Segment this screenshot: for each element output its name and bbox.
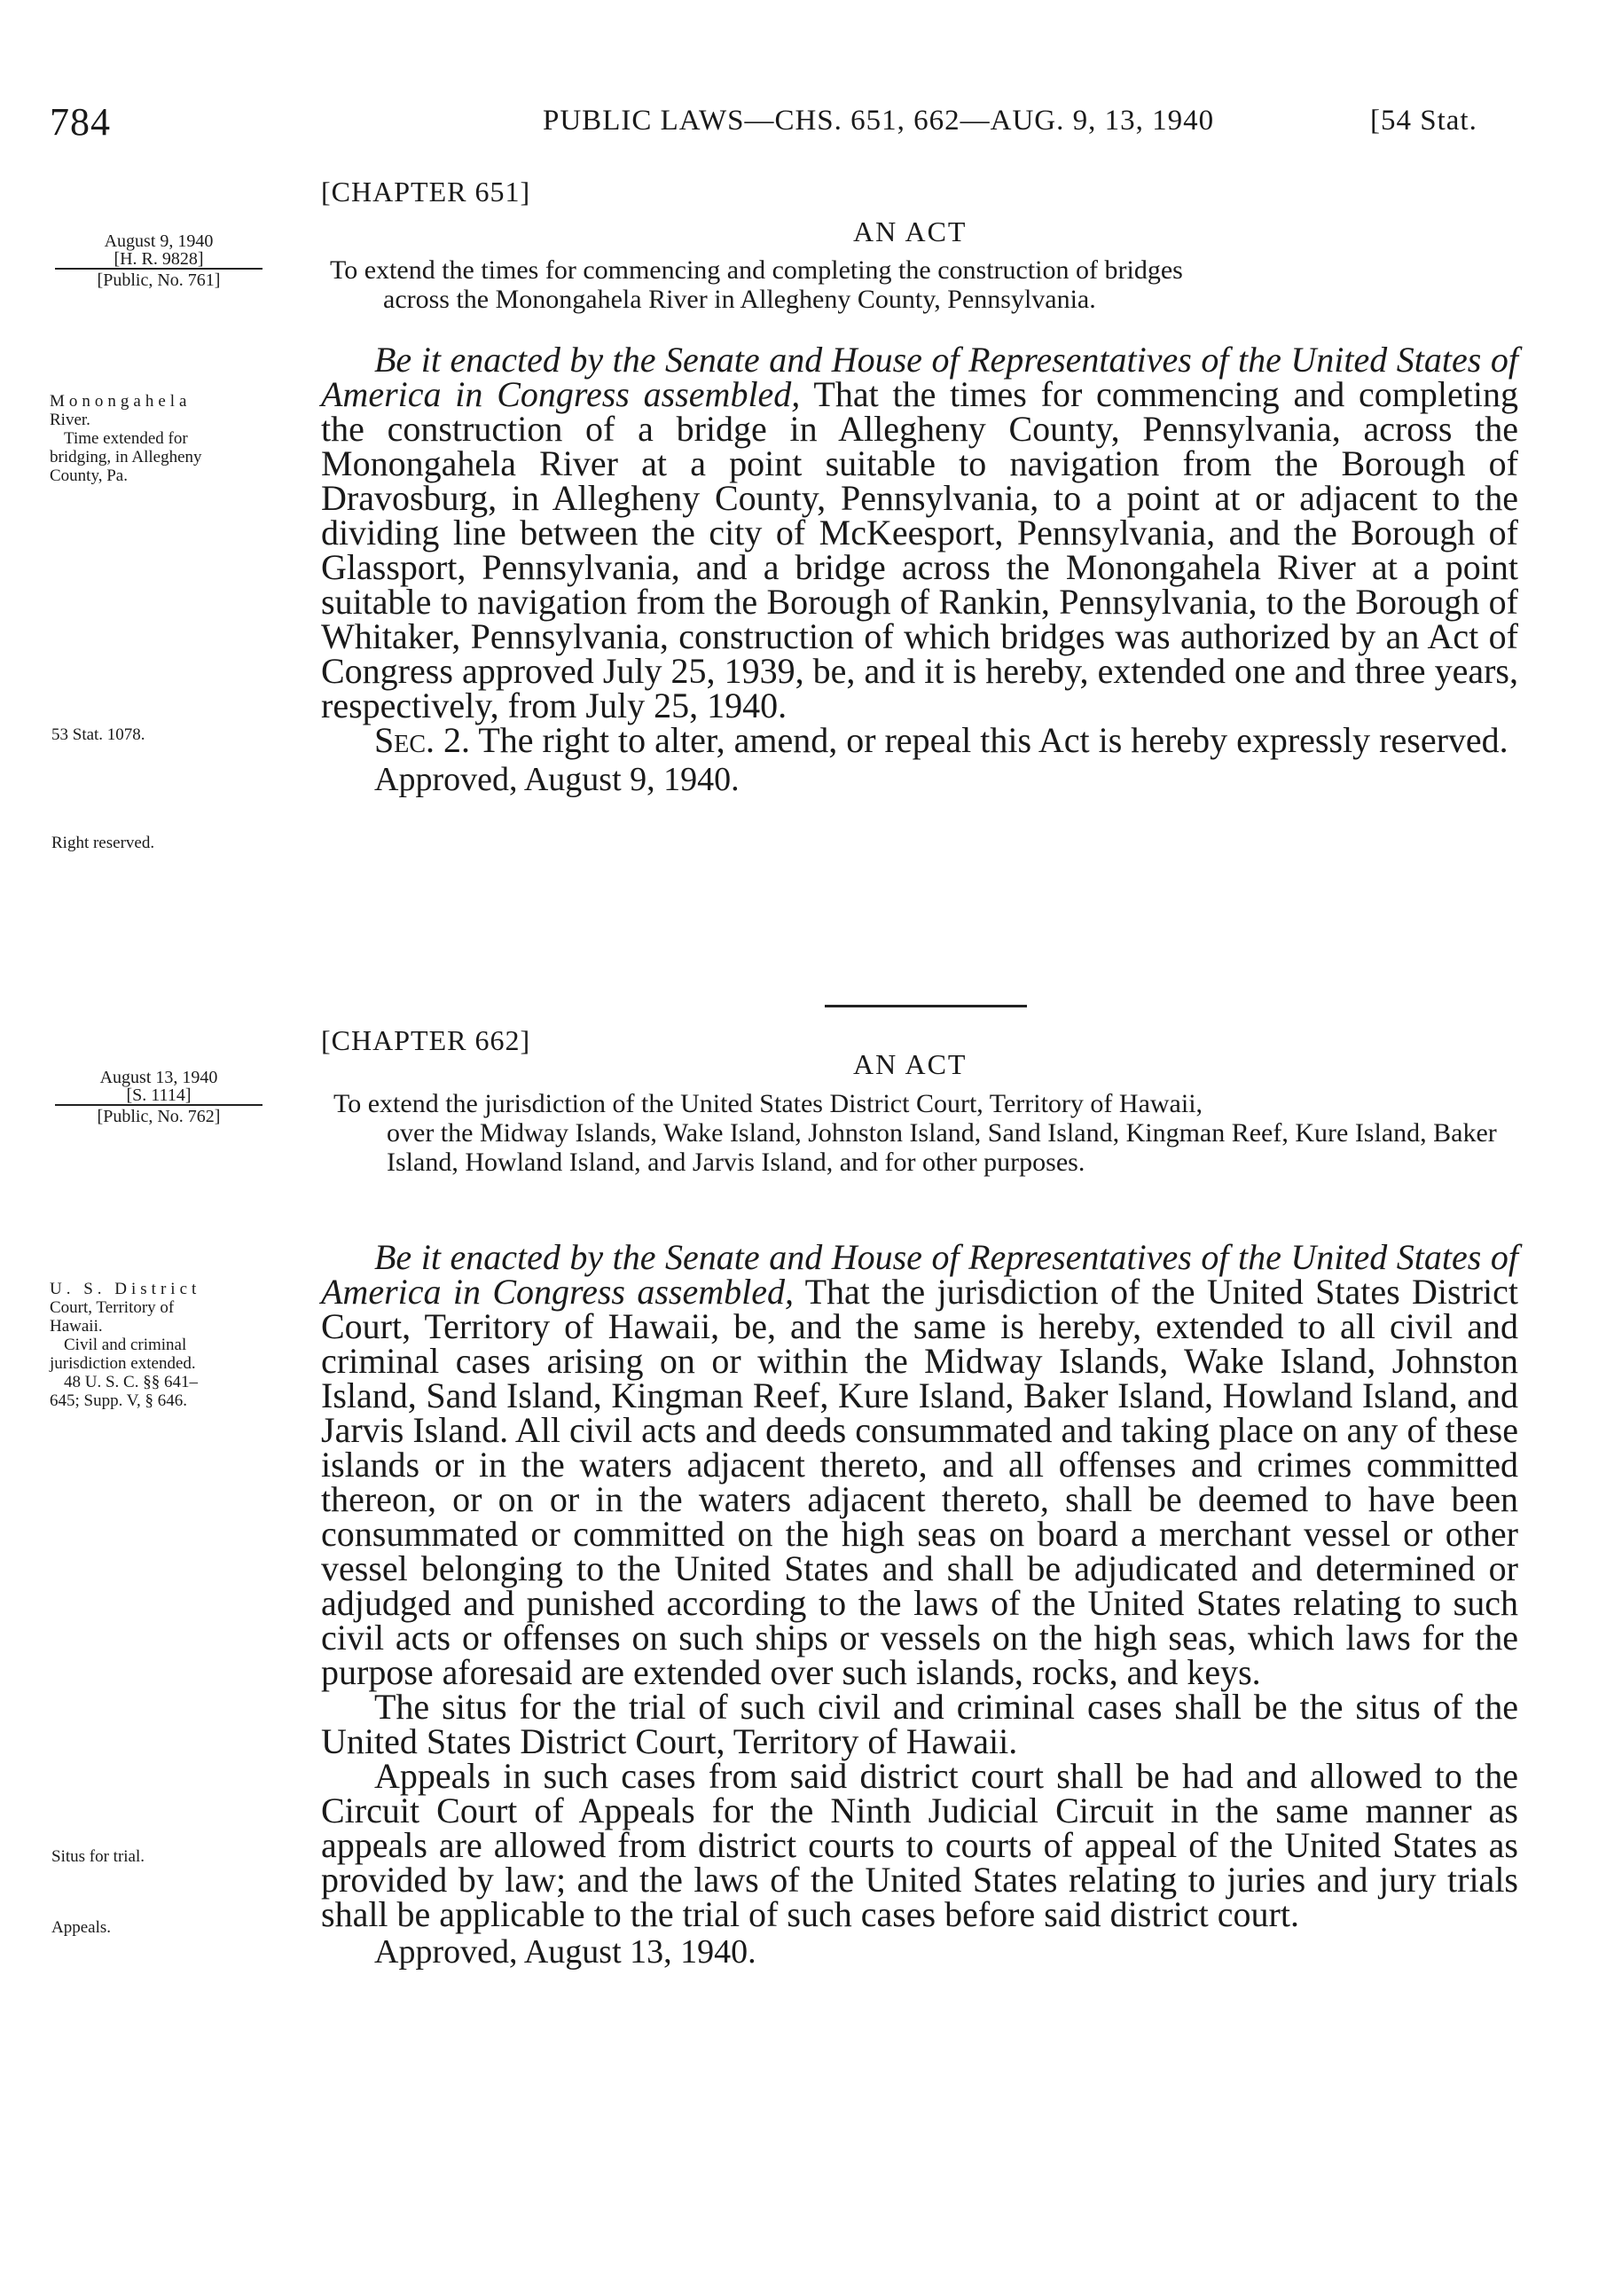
page-number: 784 xyxy=(50,100,111,144)
chapter-662-title-rest: over the Midway Islands, Wake Island, Johnston Island, Sand Island, Kingman Reef, Kure Island, Baker Island, Howland Island, and Jarvis Island, and for other purposes. xyxy=(387,1118,1497,1177)
chapter-662-approved: Approved, August 13, 1940. xyxy=(374,1933,756,1971)
chapter-662-heading: [CHAPTER 662] xyxy=(321,1024,531,1056)
chapter-651-section-1-text: That the times for commencing and completing the construction of a bridge in Allegheny County, Pennsylvania, across the Monongahela River at a point suitable to navigation from the Borough of Dravosburg, in Allegheny County, Pennsylvania, to a point at or adjacent to the dividing line between the city of McKeesport, Pennsylvania, and the Borough of Glassport, Pennsylvania, and a bridge across the Monongahela River at a point suitable to navigation from the Borough of Rankin, Pennsylvania, to the Borough of Whitaker, Pennsylvania, construction of which bridges was authorized by an Act of Congress approved July 25, 1939, be, and it is hereby, extended one and three years, respectively, from July 25, 1940. xyxy=(321,374,1518,725)
side-note-line: jurisdiction extended. xyxy=(50,1354,196,1373)
chapter-651-section-2-label: Sec. 2. xyxy=(374,720,471,760)
side-note-line: 48 U. S. C. §§ 641– xyxy=(64,1373,198,1391)
chapter-662-paragraph-2: The situs for the trial of such civil and criminal cases shall be the situs of the United States District Court, Territory of Hawaii. xyxy=(321,1687,1518,1761)
chapter-651-title-first-line: To extend the times for commencing and completing the construction of bridges xyxy=(330,255,1183,285)
chapter-651-title xyxy=(330,255,1518,314)
chapter-651-bill-number: [H. R. 9828] xyxy=(114,249,204,269)
chapter-662-title-first-line: To extend the jurisdiction of the United States District Court, Territory of Hawaii, xyxy=(333,1089,1203,1118)
chapter-662-public-number: [Public, No. 762] xyxy=(55,1104,262,1125)
chapter-651-heading: [CHAPTER 651] xyxy=(321,176,531,208)
chapter-divider-rule xyxy=(825,1005,1027,1007)
side-note-line: Time extended for xyxy=(64,429,188,448)
side-note-line: Hawaii. xyxy=(50,1317,103,1336)
chapter-662-margin-block xyxy=(39,1069,278,1125)
chapter-662-date: August 13, 1940 xyxy=(99,1068,218,1087)
chapter-662-paragraph-1-text: That the jurisdiction of the United States District Court, Territory of Hawaii, be, and the same is hereby, extended to all civil and criminal cases arising on or within the Midway Islands, Wake Island, Johnston Island, Sand Island, Kingman Reef, Kure Island, Baker Island, Howland Island, and Jarvis Island. All civil acts and deeds consummated and taking place on any of these islands or in the waters adjacent thereto, and all offenses and crimes committed thereon, or on or in the waters adjacent thereto, shall be deemed to have been consummated or committed on the high seas on board a merchant vessel or other vessel belonging to the United States and shall be adjudicated and determined or adjudged and punished according to the laws of the United States relating to such civil acts or offenses on such ships or vessels on the high seas, which laws for the purpose aforesaid are extended over such islands, rocks, and keys. xyxy=(321,1272,1519,1692)
chapter-651-enacting-clause: Be it enacted by the Senate and House of Representatives of the United States of America in Congress assembled, xyxy=(321,340,1518,414)
chapter-662-side-note-situs: Situs for trial. xyxy=(51,1847,145,1866)
chapter-662-bill-number: [S. 1114] xyxy=(126,1085,192,1105)
chapter-651-body xyxy=(321,342,1518,797)
side-note-line: Court, Territory of xyxy=(50,1298,175,1317)
chapter-651-side-note-right-reserved: Right reserved. xyxy=(51,834,155,852)
chapter-651-section-1 xyxy=(321,342,1518,723)
side-note-line: Civil and criminal xyxy=(64,1336,187,1354)
side-note-line: 645; Supp. V, § 646. xyxy=(50,1391,188,1410)
chapter-651-side-note-subject xyxy=(50,392,316,485)
chapter-662-side-note-appeals: Appeals. xyxy=(51,1918,112,1937)
side-note-line: bridging, in Allegheny xyxy=(50,448,202,466)
chapter-651-approved: Approved, August 9, 1940. xyxy=(374,761,740,798)
chapter-651-an-act: AN ACT xyxy=(853,215,968,247)
chapter-662-enacting-clause: Be it enacted by the Senate and House of Representatives of the United States of America in Congress assembled, xyxy=(321,1237,1518,1312)
side-note-line: U. S. District xyxy=(50,1280,201,1298)
chapter-662-title xyxy=(333,1089,1518,1177)
side-note-line: County, Pa. xyxy=(50,466,128,485)
chapter-651-margin-block xyxy=(39,232,278,289)
chapter-651-title-rest: across the Monongahela River in Allegheny County, Pennsylvania. xyxy=(383,285,1096,314)
chapter-651-date: August 9, 1940 xyxy=(104,231,214,251)
chapter-662-an-act: AN ACT xyxy=(853,1048,968,1080)
chapter-651-section-2-text: The right to alter, amend, or repeal this Act is hereby expressly reserved. xyxy=(478,720,1508,760)
chapter-651-public-number: [Public, No. 761] xyxy=(55,268,262,289)
running-head: PUBLIC LAWS—CHS. 651, 662—AUG. 9, 13, 1940 xyxy=(543,105,1215,137)
chapter-651-section-2 xyxy=(321,720,1518,760)
chapter-662-paragraph-1 xyxy=(321,1237,1519,1692)
chapter-662-side-note-subject xyxy=(50,1280,316,1410)
side-note-line: River. xyxy=(50,411,90,429)
volume-reference: [54 Stat. xyxy=(1370,105,1477,137)
side-note-line: Monongahela xyxy=(50,392,192,411)
chapter-662-body xyxy=(321,1237,1519,1971)
chapter-651-side-note-citation: 53 Stat. 1078. xyxy=(51,725,145,744)
chapter-662-paragraph-3: Appeals in such cases from said district court shall be had and allowed to the Circuit Court of Appeals for the Ninth Judicial Circuit in the same manner as appeals are allowed from district courts to courts of appeal of the United States as provided by law; and the laws of the United States relating to juries and jury trials shall be applicable to the trial of such cases before said district court. xyxy=(321,1756,1518,1934)
